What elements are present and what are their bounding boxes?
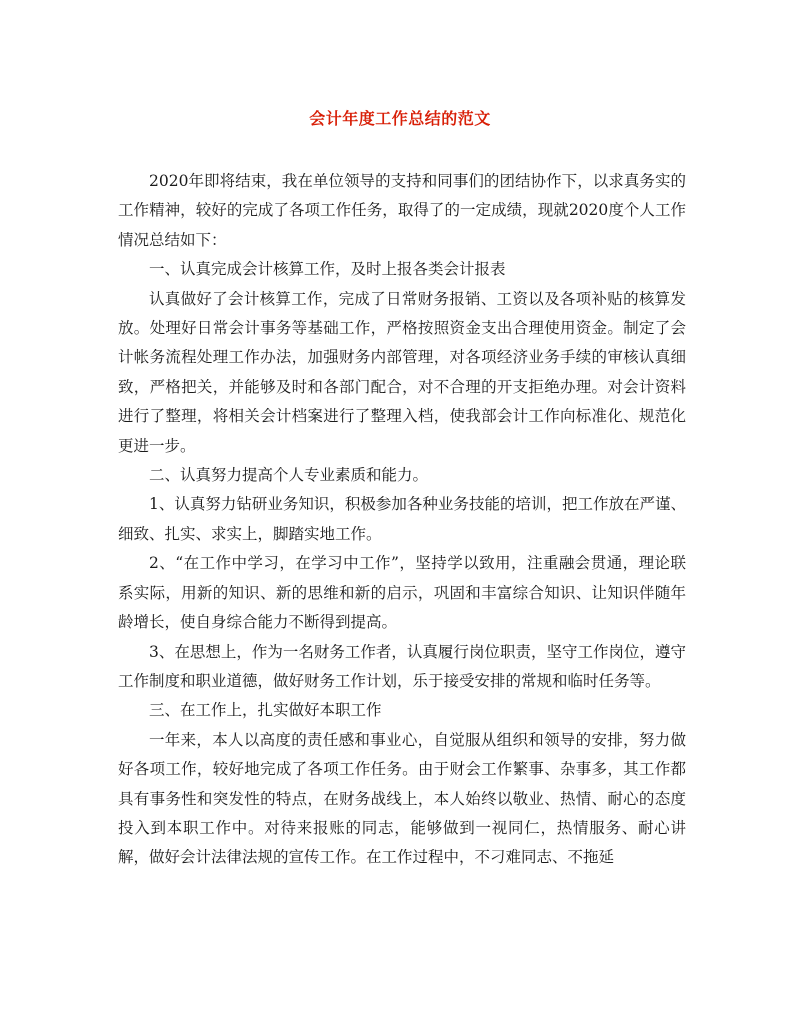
paragraph-work: 一年来，本人以高度的责任感和事业心，自觉服从组织和领导的安排，努力做好各项工作，较好地完成了各项工作任务。由于财会工作繁事、杂事多，其工作都具有事务性和突发性的特点，在财务战线上，本人始终以敬业、热情、耐心的态度投入到本职工作中。对待来报账的同志，能够做到一视同仁，热情服务、耐心讲解，做好会计法律法规的宣传工作。在工作过程中，不刁难同志、不拖延 xyxy=(118,730,686,867)
paragraph-item-1: 1、认真努力钻研业务知识，积极参加各种业务技能的培训，把工作放在严谨、细致、扎实、求实上，脚踏实地工作。 xyxy=(118,495,686,543)
paragraph-item-3: 3、在思想上，作为一名财务工作者，认真履行岗位职责，坚守工作岗位，遵守工作制度和职业道德，做好财务工作计划，乐于接受安排的常规和临时任务等。 xyxy=(118,642,686,690)
section-heading-2: 二、认真努力提高个人专业素质和能力。 xyxy=(149,466,429,485)
paragraph-item-2: 2、“在工作中学习，在学习中工作”，坚持学以致用，注重融会贯通，理论联系实际，用新的知识、新的思维和新的启示，巩固和丰富综合知识、让知识伴随年龄增长，使自身综合能力不断得到提高。 xyxy=(118,554,686,632)
document-title: 会计年度工作总结的范文 xyxy=(309,109,491,128)
section-heading-1: 一、认真完成会计核算工作，及时上报各类会计报表 xyxy=(149,260,506,279)
section-heading-3: 三、在工作上，扎实做好本职工作 xyxy=(149,701,382,720)
document-body xyxy=(118,167,686,873)
paragraph-accounting: 认真做好了会计核算工作，完成了日常财务报销、工资以及各项补贴的核算发放。处理好日常会计事务等基础工作，严格按照资金支出合理使用资金。制定了会计帐务流程处理工作办法，加强财务内部管理，对各项经济业务手续的审核认真细致，严格把关，并能够及时和各部门配合，对不合理的开支拒绝办理。对会计资料进行了整理，将相关会计档案进行了整理入档，使我部会计工作向标准化、规范化更进一步。 xyxy=(118,289,686,455)
paragraph-intro: 2020年即将结束，我在单位领导的支持和同事们的团结协作下，以求真务实的工作精神，较好的完成了各项工作任务，取得了的一定成绩，现就2020度个人工作情况总结如下： xyxy=(118,172,686,249)
